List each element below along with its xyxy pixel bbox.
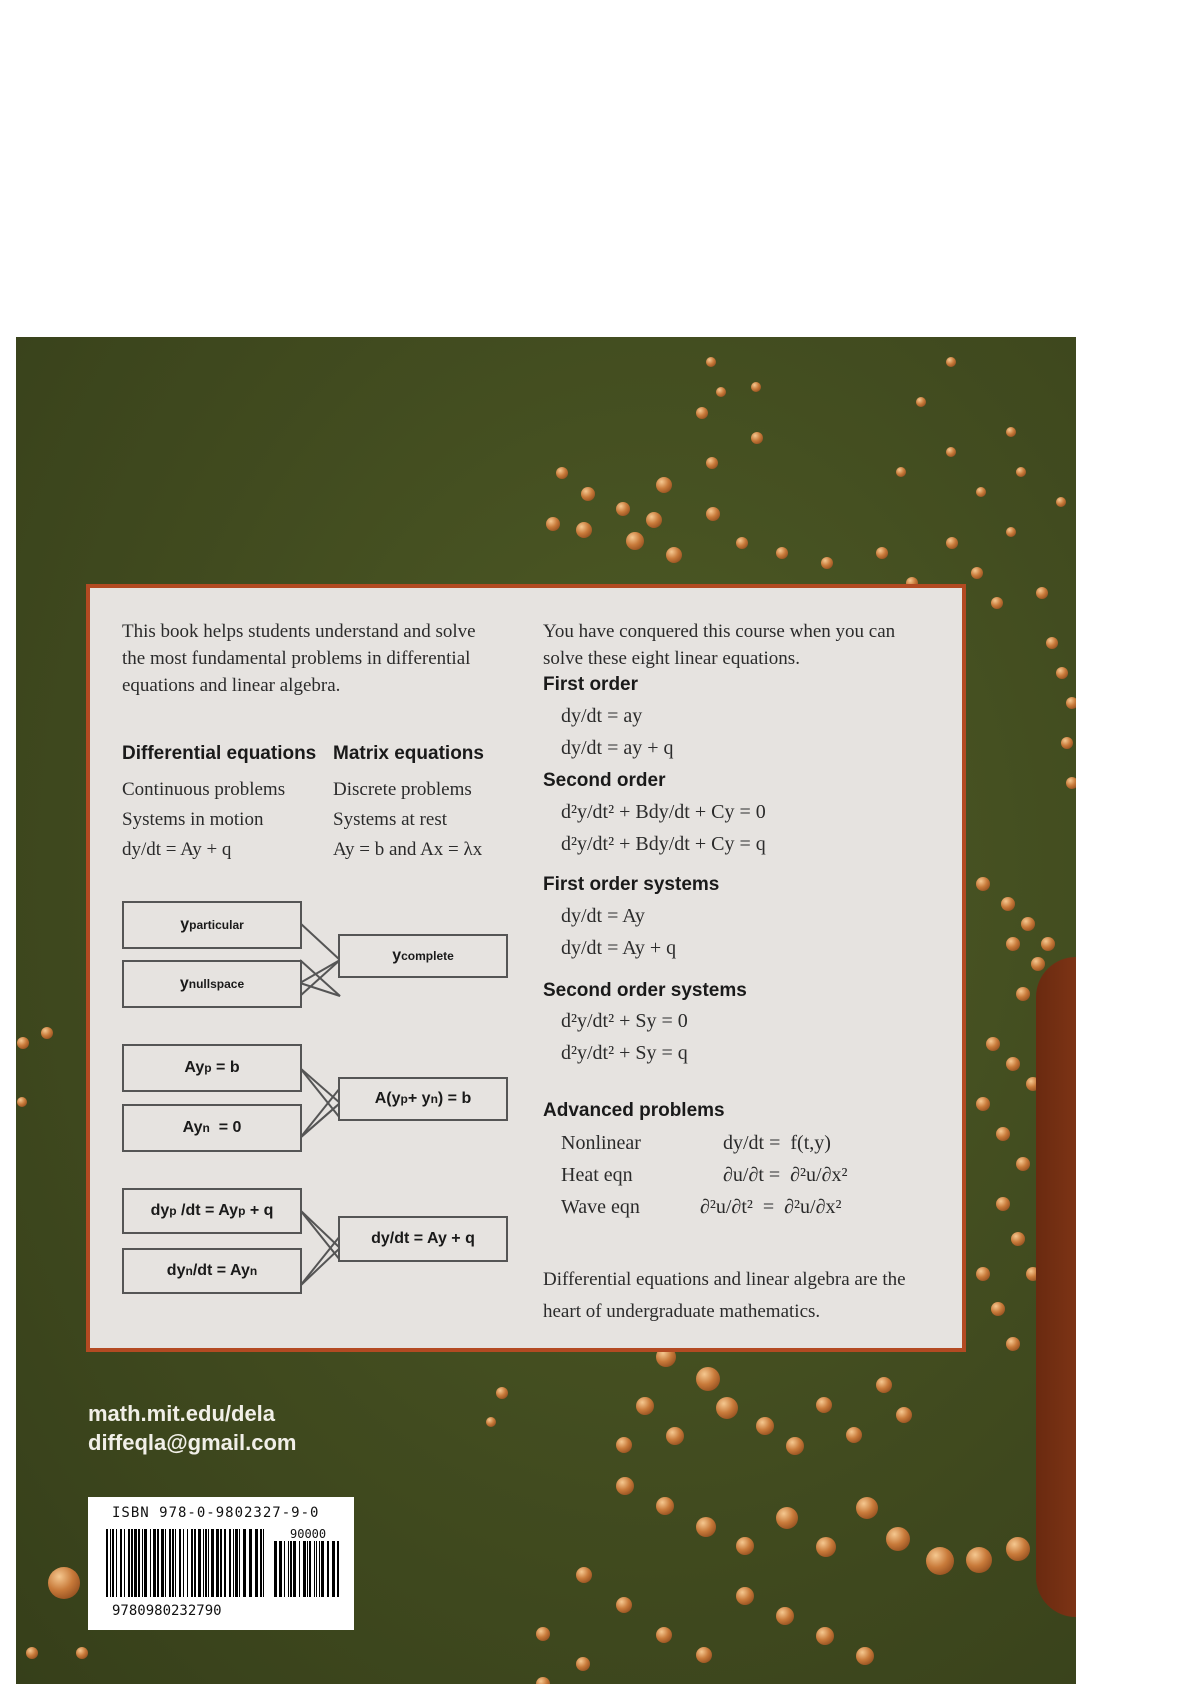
- bead: [756, 1417, 774, 1435]
- bead: [616, 502, 630, 516]
- bead: [846, 1427, 862, 1443]
- diagram-sub: particular: [189, 918, 244, 932]
- bead: [576, 1567, 592, 1583]
- barcode-bar: [220, 1529, 222, 1597]
- diagram-sub: n: [202, 1121, 210, 1135]
- bead: [536, 1677, 550, 1684]
- diagram-result-box: [338, 1216, 508, 1262]
- contact-info: [88, 1399, 296, 1457]
- barcode-bar: [161, 1529, 164, 1597]
- bead: [576, 522, 592, 538]
- bead: [1006, 1337, 1020, 1351]
- barcode-bar: [299, 1541, 300, 1597]
- bead: [17, 1097, 27, 1107]
- barcode-bar: [128, 1529, 130, 1597]
- bead: [876, 547, 888, 559]
- bead: [966, 1547, 992, 1573]
- diagram-box: [122, 1104, 302, 1152]
- bead: [1006, 527, 1016, 537]
- equation: dy/dt = Ay: [561, 905, 645, 927]
- diagram-sub: n: [430, 1092, 438, 1106]
- bead: [996, 1197, 1010, 1211]
- bead: [856, 1647, 874, 1665]
- bead: [986, 1037, 1000, 1051]
- barcode-bar: [169, 1529, 171, 1597]
- barcode-bar: [235, 1529, 238, 1597]
- bead: [1066, 697, 1076, 709]
- barcode-bar: [263, 1529, 264, 1597]
- bead: [1061, 737, 1073, 749]
- barcode-bar: [187, 1529, 188, 1597]
- bead: [876, 1377, 892, 1393]
- bead: [646, 512, 662, 528]
- barcode-bar: [332, 1541, 335, 1597]
- heading-advanced: Advanced problems: [543, 1100, 725, 1121]
- price-code: 90000: [290, 1527, 327, 1541]
- bead: [1056, 497, 1066, 507]
- diagram-label: /dt = Ay: [176, 1202, 239, 1219]
- bead: [1041, 937, 1055, 951]
- diagram-label: dy: [166, 1262, 186, 1279]
- bead: [971, 567, 983, 579]
- barcode-bar: [175, 1529, 176, 1597]
- bead: [76, 1647, 88, 1659]
- barcode-bar: [307, 1541, 308, 1597]
- bead: [751, 382, 761, 392]
- bead: [616, 1477, 634, 1495]
- heading-first-order-systems: First order systems: [543, 874, 720, 895]
- bead: [716, 387, 726, 397]
- bead: [626, 532, 644, 550]
- heading-second-order-systems: Second order systems: [543, 980, 747, 1001]
- barcode-bar: [316, 1541, 317, 1597]
- barcode-bar: [321, 1541, 324, 1597]
- diagram-result-box: [338, 1077, 508, 1121]
- bead: [926, 1547, 954, 1575]
- col-right-row: Ay = b and Ax = λx: [333, 839, 483, 860]
- bead: [41, 1027, 53, 1039]
- barcode-bar: [157, 1529, 159, 1597]
- bead: [976, 487, 986, 497]
- barcode-bar: [120, 1529, 122, 1597]
- bead: [496, 1387, 508, 1399]
- barcode-bar: [142, 1529, 143, 1597]
- barcode-bar: [165, 1529, 166, 1597]
- bead: [751, 432, 763, 444]
- bead: [1006, 1057, 1020, 1071]
- barcode-bar: [274, 1541, 277, 1597]
- bead: [736, 1537, 754, 1555]
- right-intro: You have conquered this course when you can solve these eight linear equations.: [543, 621, 896, 669]
- barcode-bar: [260, 1529, 262, 1597]
- bead: [1031, 957, 1045, 971]
- intro-text: This book helps students understand and solve the most fundamental problems in differential equations and linear algebra.: [122, 621, 476, 696]
- bead: [706, 507, 720, 521]
- bead: [946, 537, 958, 549]
- bead: [666, 547, 682, 563]
- advanced-name: Heat eqn: [561, 1164, 633, 1186]
- barcode-bar: [112, 1529, 114, 1597]
- bead: [556, 467, 568, 479]
- barcode-bar: [288, 1541, 289, 1597]
- bead: [716, 1397, 738, 1419]
- equation: d²y/dt² + Bdy/dt + Cy = q: [561, 833, 766, 855]
- col-left-row: dy/dt = Ay + q: [122, 839, 232, 860]
- barcode-label: [88, 1497, 354, 1630]
- equation: d²y/dt² + Bdy/dt + Cy = 0: [561, 801, 766, 823]
- barcode-main: [106, 1529, 264, 1597]
- barcode-bar: [203, 1529, 204, 1597]
- diagram-label: ) = b: [437, 1090, 472, 1107]
- bead: [976, 1267, 990, 1281]
- diagram-sub: complete: [401, 949, 454, 963]
- diagram-label: Ay: [184, 1059, 205, 1076]
- barcode-bar: [131, 1529, 133, 1597]
- bead: [666, 1427, 684, 1445]
- barcode-bar: [216, 1529, 219, 1597]
- diagram-label: + q: [245, 1202, 274, 1219]
- barcode-bar: [205, 1529, 207, 1597]
- bead: [996, 1127, 1010, 1141]
- bead: [1011, 1232, 1025, 1246]
- bead: [636, 1397, 654, 1415]
- diagram-sub: nullspace: [188, 977, 245, 991]
- barcode-bar: [255, 1529, 258, 1597]
- barcode-bar: [314, 1541, 315, 1597]
- bead: [17, 1037, 29, 1049]
- bead: [656, 1627, 672, 1643]
- diagram-sub: n: [249, 1264, 258, 1278]
- back-cover: [16, 337, 1076, 1684]
- bead: [776, 547, 788, 559]
- diagram-label: dy/dt = Ay + q: [371, 1230, 475, 1247]
- barcode-bar: [239, 1529, 240, 1597]
- bead: [886, 1527, 910, 1551]
- equation: dy/dt = ay + q: [561, 737, 674, 759]
- diagram-label: Ay: [182, 1119, 203, 1136]
- bead: [776, 1507, 798, 1529]
- bead: [816, 1627, 834, 1645]
- bead: [696, 1517, 716, 1537]
- bead: [821, 557, 833, 569]
- heading-second-order: Second order: [543, 770, 666, 791]
- barcode-bar: [337, 1541, 339, 1597]
- bead: [1016, 1157, 1030, 1171]
- barcode-bar: [279, 1541, 282, 1597]
- ean-text: 9780980232790: [112, 1603, 222, 1619]
- barcode-bar: [249, 1529, 252, 1597]
- diagram-box: [122, 1044, 302, 1092]
- bead: [1021, 917, 1035, 931]
- bead: [48, 1567, 80, 1599]
- diagram-result-box: [338, 934, 508, 978]
- barcode-bar: [208, 1529, 209, 1597]
- bead: [1046, 637, 1058, 649]
- barcode-bar: [183, 1529, 184, 1597]
- bead: [1016, 987, 1030, 1001]
- barcode-bar: [116, 1529, 117, 1597]
- bead: [706, 457, 718, 469]
- bead: [786, 1437, 804, 1455]
- equation: dy/dt = ay: [561, 705, 643, 727]
- bead: [1006, 937, 1020, 951]
- bead: [26, 1647, 38, 1659]
- advanced-name: Nonlinear: [561, 1132, 641, 1154]
- bead: [536, 1627, 550, 1641]
- barcode-bar: [303, 1541, 306, 1597]
- diagram-box: [122, 960, 302, 1008]
- bead: [736, 537, 748, 549]
- equation: dy/dt = Ay + q: [561, 937, 677, 959]
- col-heading-matrix: Matrix equations: [333, 743, 484, 764]
- col-right-row: Systems at rest: [333, 809, 447, 830]
- diagram-label: = 0: [209, 1119, 242, 1136]
- barcode-bar: [229, 1529, 231, 1597]
- diagram-label: + y: [407, 1090, 431, 1107]
- barcode-bar: [290, 1541, 292, 1597]
- barcode-bar: [172, 1529, 174, 1597]
- heading-first-order: First order: [543, 674, 639, 695]
- barcode-bar: [150, 1529, 151, 1597]
- barcode-bar: [144, 1529, 147, 1597]
- barcode-bar: [153, 1529, 156, 1597]
- barcode-bar: [211, 1529, 214, 1597]
- bead: [776, 1607, 794, 1625]
- advanced-name: Wave eqn: [561, 1196, 640, 1218]
- bead: [1006, 1537, 1030, 1561]
- diagram-label: A(y: [374, 1090, 401, 1107]
- barcode-bar: [191, 1529, 193, 1597]
- barcode-bar: [233, 1529, 234, 1597]
- diagram-sub: n: [185, 1264, 193, 1278]
- barcode-bar: [194, 1529, 196, 1597]
- isbn-text: ISBN 978-0-9802327-9-0: [112, 1505, 320, 1521]
- diagram-label: y: [180, 916, 190, 933]
- bead: [991, 597, 1003, 609]
- diagram-sub: p: [169, 1204, 177, 1218]
- bead: [696, 1367, 720, 1391]
- barcode-bar: [327, 1541, 329, 1597]
- bead: [656, 477, 672, 493]
- red-edge-decoration: [1036, 957, 1076, 1617]
- bead: [896, 1407, 912, 1423]
- bead: [486, 1417, 496, 1427]
- col-left-row: Systems in motion: [122, 809, 264, 830]
- barcode-bar: [284, 1541, 285, 1597]
- barcode-bar: [198, 1529, 201, 1597]
- col-left-row: Continuous problems: [122, 779, 286, 800]
- barcode-bar: [293, 1541, 296, 1597]
- bead: [1006, 427, 1016, 437]
- diagram-sub: p: [400, 1092, 408, 1106]
- bead: [1066, 777, 1076, 789]
- barcode-addon: [274, 1541, 340, 1597]
- bead: [546, 517, 560, 531]
- bead: [1016, 467, 1026, 477]
- bead: [946, 447, 956, 457]
- bead: [616, 1597, 632, 1613]
- equation: d²y/dt² + Sy = q: [561, 1042, 688, 1064]
- bead: [976, 877, 990, 891]
- bead: [991, 1302, 1005, 1316]
- bead: [816, 1537, 836, 1557]
- bead: [616, 1437, 632, 1453]
- diagram-sub: p: [204, 1061, 212, 1075]
- closing-text: Differential equations and linear algebra are the heart of undergraduate mathematics.: [543, 1269, 906, 1322]
- bead: [856, 1497, 878, 1519]
- bead: [1001, 897, 1015, 911]
- barcode-bar: [138, 1529, 140, 1597]
- content-panel: [86, 584, 966, 1352]
- bead: [696, 407, 708, 419]
- bead: [946, 357, 956, 367]
- diagram-sub: p: [238, 1204, 246, 1218]
- bead: [576, 1657, 590, 1671]
- bead: [696, 1647, 712, 1663]
- bead: [816, 1397, 832, 1413]
- website-link[interactable]: math.mit.edu/dela: [88, 1401, 276, 1426]
- diagram-box: [122, 901, 302, 949]
- diagram-label: /dt = Ay: [192, 1262, 250, 1279]
- diagram-label: dy: [150, 1202, 170, 1219]
- diagram-box: [122, 1188, 302, 1234]
- email-link[interactable]: diffeqla@gmail.com: [88, 1430, 297, 1455]
- diagram-label: y: [392, 947, 402, 964]
- diagram-box: [122, 1248, 302, 1294]
- diagram-label: = b: [211, 1059, 240, 1076]
- bead: [976, 1097, 990, 1111]
- advanced-eq: ∂²u/∂t² = ∂²u/∂x²: [700, 1196, 842, 1218]
- barcode-bar: [309, 1541, 311, 1597]
- bead: [581, 487, 595, 501]
- barcode-bar: [319, 1541, 320, 1597]
- barcode-bar: [243, 1529, 246, 1597]
- bead: [1036, 587, 1048, 599]
- barcode-bar: [110, 1529, 111, 1597]
- advanced-eq: ∂u/∂t = ∂²u/∂x²: [723, 1164, 848, 1186]
- bead: [706, 357, 716, 367]
- advanced-eq: dy/dt = f(t,y): [723, 1132, 831, 1154]
- diagram-label: y: [179, 975, 189, 992]
- bead: [656, 1497, 674, 1515]
- barcode-bar: [134, 1529, 137, 1597]
- equation: d²y/dt² + Sy = 0: [561, 1010, 688, 1032]
- bead: [1056, 667, 1068, 679]
- barcode-bar: [224, 1529, 226, 1597]
- barcode-bar: [179, 1529, 181, 1597]
- bead: [896, 467, 906, 477]
- bead: [736, 1587, 754, 1605]
- barcode-bar: [124, 1529, 125, 1597]
- col-right-row: Discrete problems: [333, 779, 472, 800]
- bead: [916, 397, 926, 407]
- barcode-bar: [106, 1529, 108, 1597]
- col-heading-differential: Differential equations: [122, 743, 317, 764]
